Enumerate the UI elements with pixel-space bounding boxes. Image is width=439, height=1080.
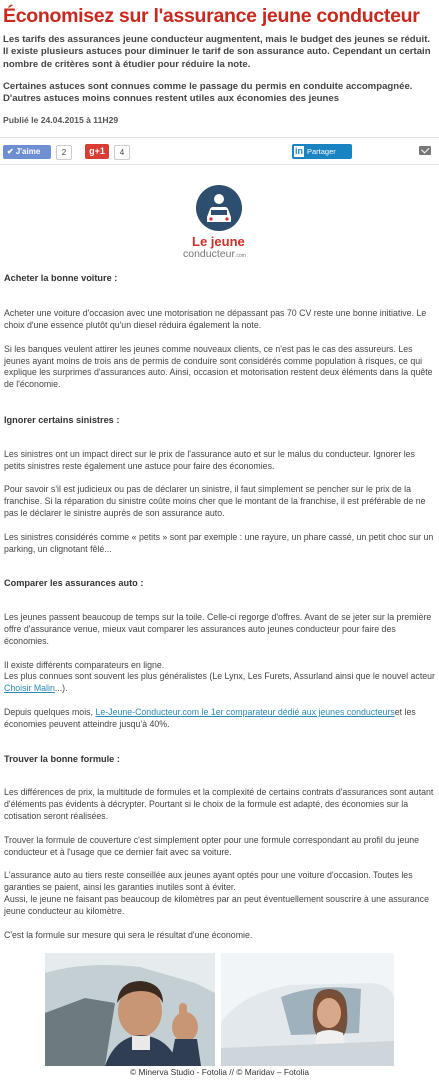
paragraph: L'assurance auto au tiers reste conseillée aux jeunes ayant optés pour une voiture d'occasion. Toutes les garanties se paient, ainsi les garanties inutiles sont à éviter. xyxy=(4,870,413,893)
photo-young-driver-thumbs-up xyxy=(45,953,215,1066)
logo-text-main: conducteur xyxy=(183,248,235,261)
paragraph: Pour savoir s'il est judicieux ou pas de déclarer un sinistre, il faut simplement se pencher sur le prix de la franchise. Si la réparation du sinistre coûte moins cher que le montant de la franchise, il est préférable de ne pas le déclarer le sinistre auprès de son assurance auto. xyxy=(4,484,426,519)
section-heading: Trouver la bonne formule : xyxy=(4,753,120,764)
article-photos xyxy=(45,953,394,1066)
like-label: J'aime xyxy=(15,147,41,157)
paragraph: Les sinistres considérés comme « petits » sont par exemple : une rayure, un phare cassé, un petit choc sur un parking, un clignotant fêlé... xyxy=(4,531,434,554)
logo-text-line2 xyxy=(183,248,246,260)
linkedin-label: Partager xyxy=(307,147,336,157)
facebook-like-button[interactable] xyxy=(3,145,51,159)
linkedin-share-button[interactable] xyxy=(292,144,352,159)
site-logo[interactable] xyxy=(0,165,439,265)
paragraph: Acheter une voiture d'occasion avec une motorisation ne dépassant pas 70 CV reste une bonne initiative. Le choix d'une essence plutôt qu'un diesel réduira également la note. xyxy=(4,308,427,331)
car-logo-icon xyxy=(196,185,242,231)
paragraph: Si les banques veulent attirer les jeunes comme nouveaux clients, ce n'est pas le cas des assureurs. Les jeunes ayant moins de trois ans de permis de conduire sont considérés comme population à risques, ce qui explique les surprimes d'assurances auto. Ainsi, occasion et motorisation restent deux éléments dans la quête de l'économie. xyxy=(4,343,433,390)
paragraph: Les jeunes passent beaucoup de temps sur la toile. Celle-ci regorge d'offres. Avant de se jeter sur la première offre d'assurance venue, mieux vaut comparer les assurances auto jeunes conducteur pour faire des économies. xyxy=(4,612,432,646)
share-bar xyxy=(0,137,439,165)
paragraph: Il existe différents comparateurs en ligne. xyxy=(4,659,165,670)
paragraph: Les différences de prix, la multitude de formules et la complexité de certains contrats d'assurances sont autant d'éléments pas évidents à décrypter. Pourtant si le choix de la formule est adapté, des économies sur la cotisation seront réalisées. xyxy=(4,787,434,821)
paragraph xyxy=(4,671,435,695)
recent-text-post: et les économies peuvent atteindre jusqu'à 40%. xyxy=(4,707,416,729)
article-lead xyxy=(3,34,435,105)
linkedin-icon: in xyxy=(295,146,303,157)
gplus-count: 4 xyxy=(114,145,130,160)
photo-young-woman-in-car xyxy=(221,953,394,1066)
photo-caption: © Minerva Studio - Fotolia // © Maridav – Fotolia xyxy=(130,1067,309,1077)
section-heading: Comparer les assurances auto : xyxy=(4,578,144,589)
thumbs-up-icon: ✔ xyxy=(7,147,14,157)
paragraph: Trouver la formule de couverture c'est simplement opter pour une formule correspondant au profil du jeune conducteur et à l'usage que ce dernier fait avec sa voiture. xyxy=(4,834,420,857)
paragraph: Les sinistres ont un impact direct sur le prix de l'assurance auto et sur le malus du conducteur. Ignorer les petits sinistres reste également une astuce pour faire des économies. xyxy=(4,448,415,471)
gplus-button[interactable]: g+1 xyxy=(85,144,109,159)
lead-paragraph-1: Les tarifs des assurances jeune conducteur augmentent, mais le budget des jeunes se réduit. Il existe plusieurs astuces pour diminuer le tarif de son assurance auto. Cependant un certain nombre de critères sont à étudier pour réduire la note. xyxy=(3,34,431,70)
choisir-malin-link[interactable]: Choisir Malin xyxy=(4,683,55,694)
mail-icon[interactable] xyxy=(419,146,431,155)
section-heading: Ignorer certains sinistres : xyxy=(4,415,120,426)
article-title: Économisez sur l'assurance jeune conducteur xyxy=(3,5,420,27)
paragraph: Aussi, le jeune ne faisant pas beaucoup de kilomètres par an peut éventuellement souscrire à une assurance jeune conducteur au kilomètre. xyxy=(4,893,429,916)
section-heading: Acheter la bonne voiture : xyxy=(4,273,118,284)
paragraph: C'est la formule sur mesure qui sera le résultat d'une économie. xyxy=(4,929,253,940)
logo-text-suffix: .com xyxy=(234,253,246,260)
compare-text-post: ...). xyxy=(54,683,68,694)
compare-text-pre: Les plus connues sont souvent les plus généralistes (Le Lynx, Les Furets, Assurland ainsi que le nouvel acteur xyxy=(4,671,435,682)
comparator-link[interactable]: Le-Jeune-Conducteur.com le 1er comparateur dédié aux jeunes conducteurs xyxy=(95,707,395,718)
article-body xyxy=(0,273,439,941)
lead-paragraph-2: Certaines astuces sont connues comme le passage du permis en conduite accompagnée. D'autres astuces moins connues restent utiles aux économies des jeunes xyxy=(3,80,413,105)
logo-text-line1: Le jeune xyxy=(192,234,245,250)
publication-date: Publié le 24.04.2015 à 11H29 xyxy=(3,115,119,126)
like-count: 2 xyxy=(56,145,72,160)
paragraph xyxy=(4,707,435,731)
recent-text-pre: Depuis quelques mois, xyxy=(4,707,96,718)
